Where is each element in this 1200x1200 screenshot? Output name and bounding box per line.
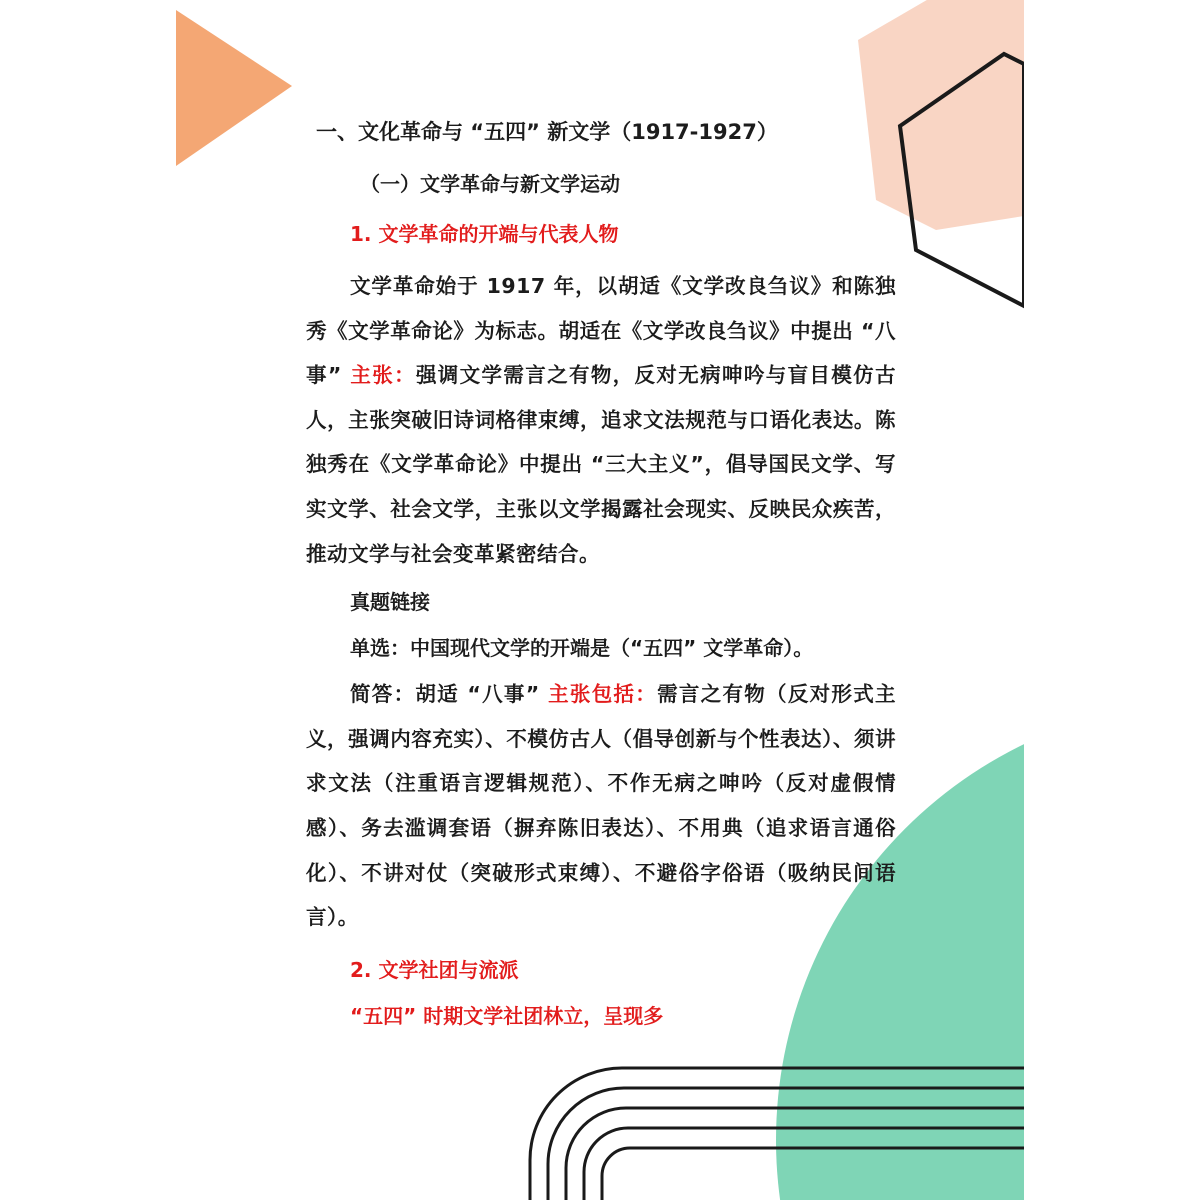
paragraph-literary-revolution xyxy=(306,264,896,576)
highlight-proposal: 主张： xyxy=(350,363,416,388)
single-choice-question: 单选：中国现代文学的开端是（“五四” 文学革命）。 xyxy=(350,636,814,661)
heading-level-2: （一）文学革命与新文学运动 xyxy=(360,172,620,196)
heading-level-1: 一、文化革命与 “五四” 新文学（1917-1927） xyxy=(316,120,778,144)
exam-link-label: 真题链接 xyxy=(350,590,430,615)
short-answer-text-b: 需言之有物（反对形式主义，强调内容充实）、不模仿古人（倡导创新与个性表达）、须讲求文法（注重语言逻辑规范）、不作无病之呻吟（反对虚假情感）、务去滥调套语（摒弃陈旧表达）、不用典（追求语言通俗化）、不讲对仗（突破形式束缚）、不避俗字俗语（吸纳民间语言）。 xyxy=(306,682,896,930)
closing-line: “五四” 时期文学社团林立，呈现多 xyxy=(350,1003,664,1028)
section-title-1: 1. 文学革命的开端与代表人物 xyxy=(350,222,619,246)
article-body xyxy=(306,112,896,1036)
section-title-2: 2. 文学社团与流派 xyxy=(350,957,519,982)
short-answer-text-a: 简答：胡适 “八事” xyxy=(350,682,549,707)
paragraph-text-b: 强调文学需言之有物，反对无病呻吟与盲目模仿古人，主张突破旧诗词格律束缚，追求文法规范与口语化表达。陈独秀在《文学革命论》中提出 “三大主义”，倡导国民文学、写实文学、社会文学，主张以文学揭露社会现实、反映民众疾苦，推动文学与社会变革紧密结合。 xyxy=(306,363,897,566)
highlight-includes: 主张包括： xyxy=(548,682,658,707)
paragraph-text-a: 文学革命始于 1917 年，以胡适《文学改良刍议》和陈独秀《文学革命论》为标志。胡适在《文学改良刍议》中提出 “八事” xyxy=(306,274,896,388)
short-answer-paragraph xyxy=(306,672,896,940)
document-page xyxy=(176,0,1024,1200)
orange-triangle xyxy=(176,10,292,166)
